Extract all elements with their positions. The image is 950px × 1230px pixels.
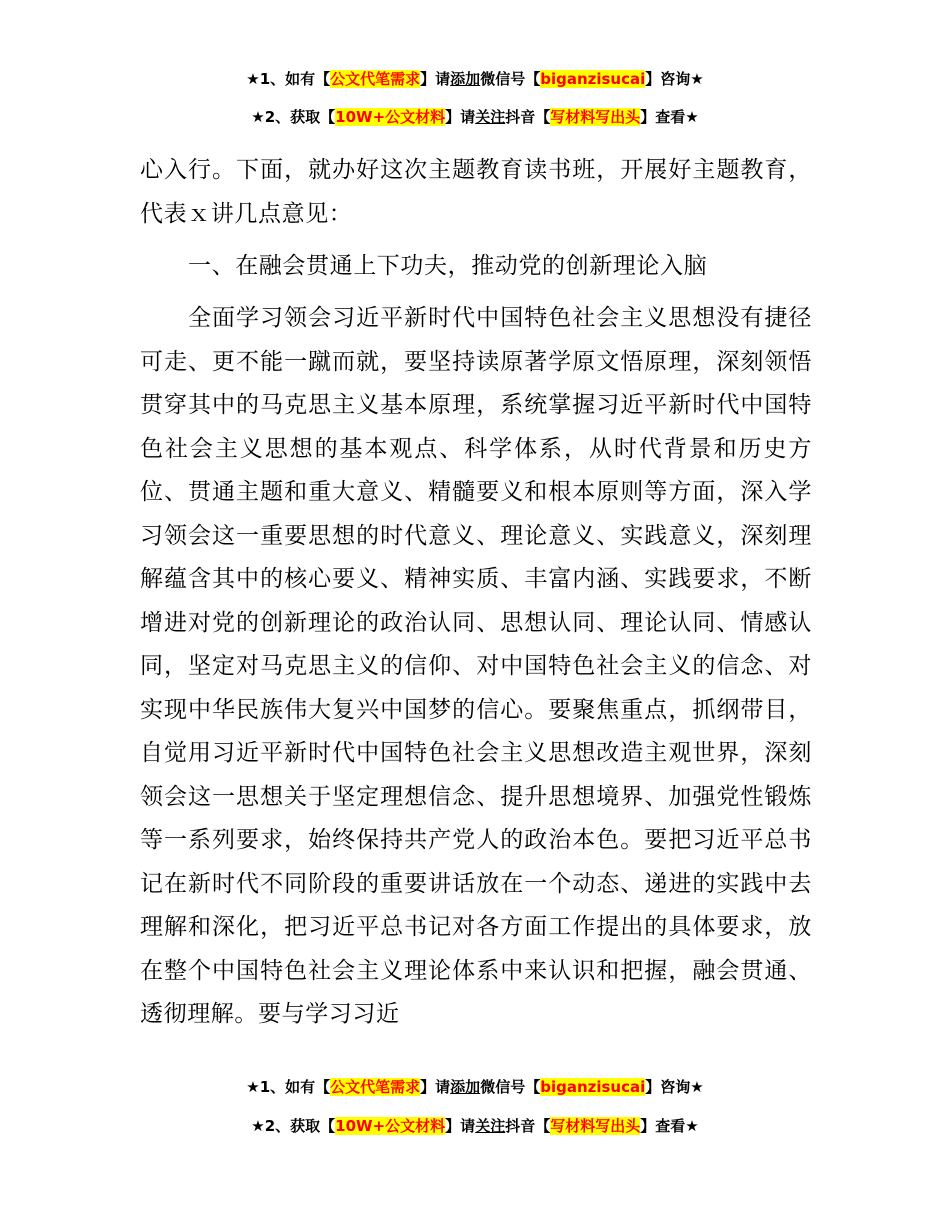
promo-underlined-word: 添加 <box>450 1078 481 1096</box>
promo-text: 】查看 <box>640 108 686 126</box>
promo-highlight-douyin-id: 写材料写出头 <box>550 1117 641 1135</box>
promo-text: 】查看 <box>640 1117 686 1135</box>
star-icon: ★ <box>251 1117 265 1135</box>
header-promo-line-1 <box>0 68 950 90</box>
paragraph-continuation: 心入行。下面，就办好这次主题教育读书班，开展好主题教育，代表ｘ讲几点意见： <box>140 157 812 227</box>
promo-text: 】请 <box>445 1117 476 1135</box>
star-icon: ★ <box>690 1078 704 1096</box>
promo-text: 2、获取【 <box>264 108 336 126</box>
promo-highlight-materials: 10W+公文材料 <box>335 1117 446 1135</box>
promo-text: 2、获取【 <box>264 1117 336 1135</box>
promo-highlight-service: 公文代笔需求 <box>330 1078 421 1096</box>
promo-text: 抖音【 <box>505 108 551 126</box>
promo-text: 】咨询 <box>645 1078 691 1096</box>
promo-highlight-service: 公文代笔需求 <box>330 70 421 88</box>
promo-underlined-word: 关注 <box>475 1117 506 1135</box>
star-icon: ★ <box>246 70 260 88</box>
section-heading: 一、在融会贯通上下功夫，推动党的创新理论入脑 <box>188 253 708 279</box>
promo-highlight-wechat-id: biganzisucai <box>540 70 646 88</box>
promo-text: 抖音【 <box>505 1117 551 1135</box>
promo-highlight-wechat-id: biganzisucai <box>540 1078 646 1096</box>
promo-text: 1、如有【 <box>259 1078 331 1096</box>
star-icon: ★ <box>246 1078 260 1096</box>
footer-promo-line-2 <box>0 1115 950 1137</box>
promo-text: 】请 <box>445 108 476 126</box>
star-icon: ★ <box>685 108 699 126</box>
promo-underlined-word: 添加 <box>450 70 481 88</box>
promo-highlight-materials: 10W+公文材料 <box>335 108 446 126</box>
promo-text: 】请 <box>420 1078 451 1096</box>
header-promo-line-2 <box>0 106 950 128</box>
paragraph-body: 全面学习领会习近平新时代中国特色社会主义思想没有捷径可走、更不能一蹴而就，要坚持读原著学原文悟原理，深刻领悟贯穿其中的马克思主义基本原理，系统掌握习近平新时代中国特色社会主义思想的基本观点、科学体系，从时代背景和历史方位、贯通主题和重大意义、精髓要义和根本原则等方面，深入学习领会这一重要思想的时代意义、理论意义、实践意义，深刻理解蕴含其中的核心要义、精神实质、丰富内涵、实践要求，不断增进对党的创新理论的政治认同、思想认同、理论认同、情感认同，坚定对马克思主义的信仰、对中国特色社会主义的信念、对实现中华民族伟大复兴中国梦的信心。要聚焦重点，抓纲带目，自觉用习近平新时代中国特色社会主义思想改造主观世界，深刻领会这一思想关于坚定理想信念、提升思想境界、加强党性锻炼等一系列要求，始终保持共产党人的政治本色。要把习近平总书记在新时代不同阶段的重要讲话放在一个动态、递进的实践中去理解和深化，把习近平总书记对各方面工作提出的具体要求，放在整个中国特色社会主义理论体系中来认识和把握，融会贯通、透彻理解。要与学习习近 <box>140 305 812 1027</box>
promo-text: 微信号【 <box>480 70 541 88</box>
promo-underlined-word: 关注 <box>475 108 506 126</box>
star-icon: ★ <box>251 108 265 126</box>
footer-promo-line-1 <box>0 1076 950 1098</box>
promo-text: 1、如有【 <box>259 70 331 88</box>
promo-highlight-douyin-id: 写材料写出头 <box>550 108 641 126</box>
promo-text: 】咨询 <box>645 70 691 88</box>
star-icon: ★ <box>685 1117 699 1135</box>
promo-text: 微信号【 <box>480 1078 541 1096</box>
promo-text: 】请 <box>420 70 451 88</box>
star-icon: ★ <box>690 70 704 88</box>
